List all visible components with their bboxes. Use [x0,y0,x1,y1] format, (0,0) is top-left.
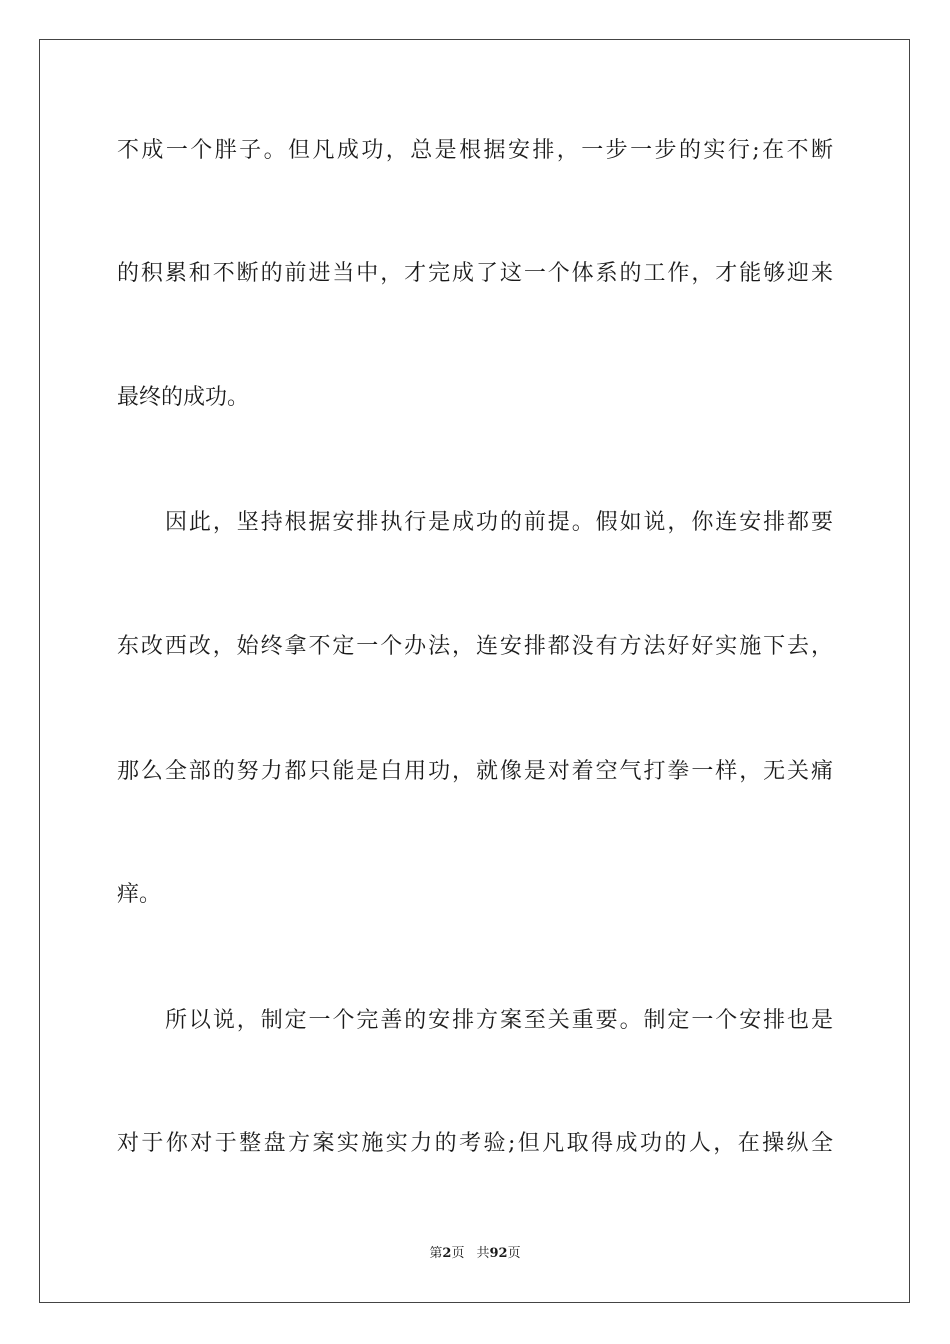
text-line-6: 那么全部的努力都只能是白用功，就像是对着空气打拳一样，无关痛 [117,759,833,784]
page-current: 2 [442,1246,452,1261]
text-line-2: 的积累和不断的前进当中，才完成了这一个体系的工作，才能够迎来 [117,261,833,286]
total-prefix: 共 [476,1246,490,1261]
text-line-5: 东改西改，始终拿不定一个办法，连安排都没有方法好好实施下去， [117,634,833,659]
page-border [39,39,910,1303]
text-line-1: 不成一个胖子。但凡成功，总是根据安排，一步一步的实行;在不断 [117,138,833,163]
total-unit: 页 [507,1246,521,1261]
text-line-3: 最终的成功。 [117,385,250,410]
text-line-4: 因此，坚持根据安排执行是成功的前提。假如说，你连安排都要 [165,510,833,535]
text-line-8: 所以说，制定一个完善的安排方案至关重要。制定一个安排也是 [165,1008,833,1033]
page-footer [0,1245,950,1263]
page-total: 92 [489,1246,508,1261]
page-unit: 页 [451,1246,465,1261]
text-line-7: 痒。 [117,882,162,907]
text-line-9: 对于你对于整盘方案实施实力的考验;但凡取得成功的人，在操纵全 [117,1131,833,1156]
page-prefix: 第 [429,1246,443,1261]
